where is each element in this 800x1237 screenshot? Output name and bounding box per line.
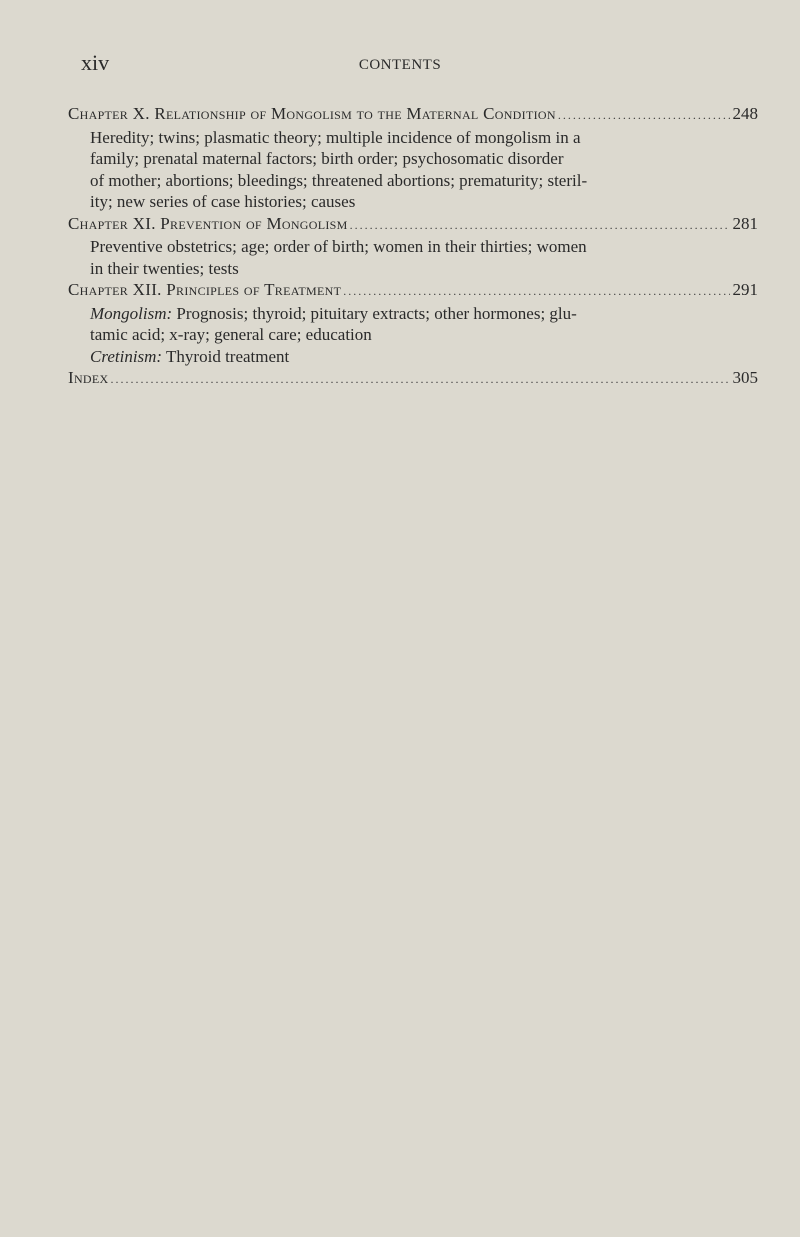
toc-entry-heading[interactable] (68, 367, 758, 391)
chapter-title: Chapter X. Relationship of Mongolism to the Maternal Condition (68, 104, 556, 123)
toc-entry-chapter-x (68, 103, 758, 213)
chapter-description (68, 127, 758, 213)
page-reference: 248 (732, 104, 758, 123)
subsection-label-mongolism: Mongolism: (90, 303, 173, 323)
toc-entry-heading[interactable] (68, 279, 758, 303)
dot-leader (350, 215, 730, 237)
toc-entry-heading[interactable] (68, 103, 758, 127)
index-title: Index (68, 368, 109, 387)
toc-entry-heading[interactable] (68, 213, 758, 237)
chapter-description (68, 303, 758, 368)
chapter-title: Chapter XII. Principles of Treatment (68, 280, 342, 299)
description-line (90, 303, 730, 325)
description-line: family; prenatal maternal factors; birth order; psychosomatic disorder (90, 149, 564, 168)
running-head: CONTENTS (358, 57, 442, 73)
page-number: xiv (81, 50, 110, 75)
table-of-contents (68, 103, 758, 391)
description-text: Prognosis; thyroid; pituitary extracts; other hormones; glu- (176, 303, 577, 323)
description-line: of mother; abortions; bleedings; threatened abortions; prematurity; steril- (90, 170, 588, 190)
description-line: Preventive obstetrics; age; order of birth; women in their thirties; women (90, 237, 587, 256)
description-line: ity; new series of case histories; causes (90, 192, 356, 211)
page-reference: 291 (732, 280, 758, 299)
chapter-description (68, 236, 758, 279)
page-reference: 305 (732, 368, 758, 387)
chapter-title: Chapter XI. Prevention of Mongolism (68, 213, 348, 233)
description-text: Thyroid treatment (166, 346, 290, 366)
description-line: in their twenties; tests (90, 258, 239, 278)
dot-leader (343, 281, 729, 303)
description-line: Heredity; twins; plasmatic theory; multiple incidence of mongolism in a (90, 127, 581, 147)
dot-leader (558, 105, 730, 127)
toc-entry-index (68, 367, 758, 391)
subsection-label-cretinism: Cretinism: (90, 346, 163, 366)
description-line: tamic acid; x-ray; general care; education (90, 325, 372, 344)
toc-entry-chapter-xii (68, 279, 758, 367)
dot-leader (111, 369, 730, 391)
toc-entry-chapter-xi (68, 213, 758, 280)
page-reference: 281 (732, 213, 758, 233)
description-line (90, 346, 730, 368)
